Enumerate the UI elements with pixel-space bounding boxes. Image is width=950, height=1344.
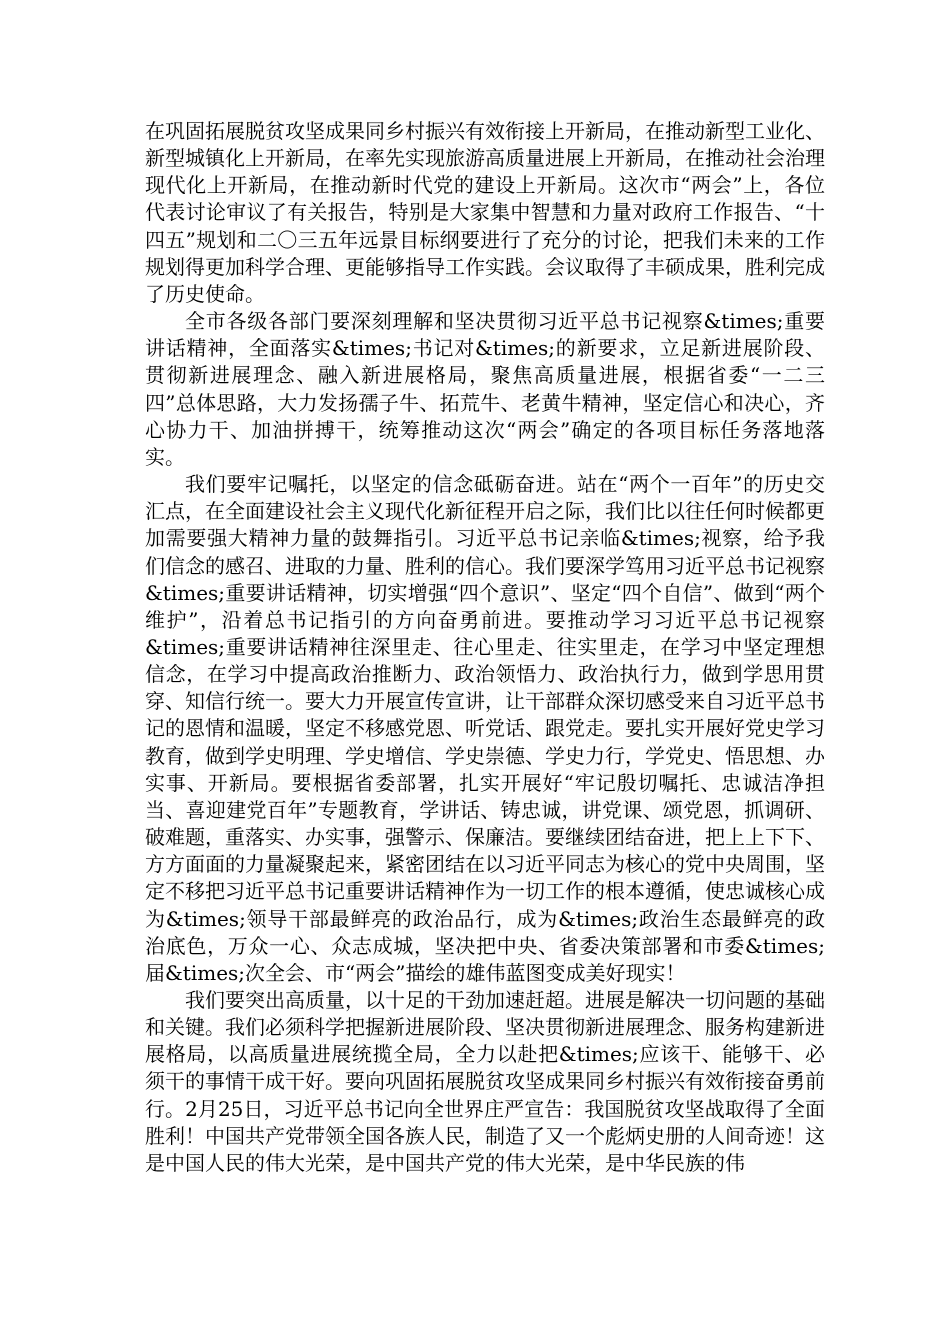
paragraph-1: 在巩固拓展脱贫攻坚成果同乡村振兴有效衔接上开新局，在推动新型工业化、新型城镇化上开新局，在率先实现旅游高质量进展上开新局，在推动社会治理现代化上开新局，在推动新时代党的建设上开新局。这次市“两会”上，各位代表讨论审议了有关报告，特别是大家集中智慧和力量对政府工作报告、“十四五”规划和二〇三五年远景目标纲要进行了充分的讨论，把我们未来的工作规划得更加科学合理、更能够指导工作实践。会议取得了丰硕成果，胜利完成了历史使命。 <box>145 119 825 306</box>
document-body <box>145 118 825 1177</box>
paragraph-3: 我们要牢记嘱托，以坚定的信念砥砺奋进。站在“两个一百年”的历史交汇点，在全面建设社会主义现代化新征程开启之际，我们比以往任何时候都更加需要强大精神力量的鼓舞指引。习近平总书记亲临&times;视察，给予我们信念的感召、进取的力量、胜利的信心。我们要深学笃用习近平总书记视察&times;重要讲话精神，切实增强“四个意识”、坚定“四个自信”、做到“两个维护”，沿着总书记指引的方向奋勇前进。要推动学习习近平总书记视察&times;重要讲话精神往深里走、往心里走、往实里走，在学习中坚定理想信念，在学习中提高政治推断力、政治领悟力、政治执行力，做到学思用贯穿、知信行统一。要大力开展宣传宣讲，让干部群众深切感受来自习近平总书记的恩情和温暖，坚定不移感党恩、听党话、跟党走。要扎实开展好党史学习教育，做到学史明理、学史增信、学史崇德、学史力行，学党史、悟思想、办实事、开新局。要根据省委部署，扎实开展好“牢记殷切嘱托、忠诚洁净担当、喜迎建党百年”专题教育，学讲话、铸忠诚，讲党课、颂党恩，抓调研、破难题，重落实、办实事，强警示、保廉洁。要继续团结奋进，把上上下下、方方面面的力量凝聚起来，紧密团结在以习近平同志为核心的党中央周围，坚定不移把习近平总书记重要讲话精神作为一切工作的根本遵循，使忠诚核心成为&times;领导干部最鲜亮的政治品行，成为&times;政治生态最鲜亮的政治底色，万众一心、众志成城，坚决把中央、省委决策部署和市委&times;届&times;次全会、市“两会”描绘的雄伟蓝图变成美好现实！ <box>145 472 825 985</box>
paragraph-2: 全市各级各部门要深刻理解和坚决贯彻习近平总书记视察&times;重要讲话精神，全面落实&times;书记对&times;的新要求，立足新进展阶段、贯彻新进展理念、融入新进展格局，聚焦高质量进展，根据省委“一二三四”总体思路，大力发扬孺子牛、拓荒牛、老黄牛精神，坚定信心和决心，齐心协力干、加油拼搏干，统筹推动这次“两会”确定的各项目标任务落地落实。 <box>145 309 825 469</box>
paragraph-4: 我们要突出高质量，以十足的干劲加速赶超。进展是解决一切问题的基础和关键。我们必须科学把握新进展阶段、坚决贯彻新进展理念、服务构建新进展格局，以高质量进展统揽全局，全力以赴把&times;应该干、能够干、必须干的事情干成干好。要向巩固拓展脱贫攻坚成果同乡村振兴有效衔接奋勇前行。2月25日，习近平总书记向全世界庄严宣告：我国脱贫攻坚战取得了全面胜利！中国共产党带领全国各族人民，制造了又一个彪炳史册的人间奇迹！这是中国人民的伟大光荣，是中国共产党的伟大光荣，是中华民族的伟 <box>145 988 825 1175</box>
